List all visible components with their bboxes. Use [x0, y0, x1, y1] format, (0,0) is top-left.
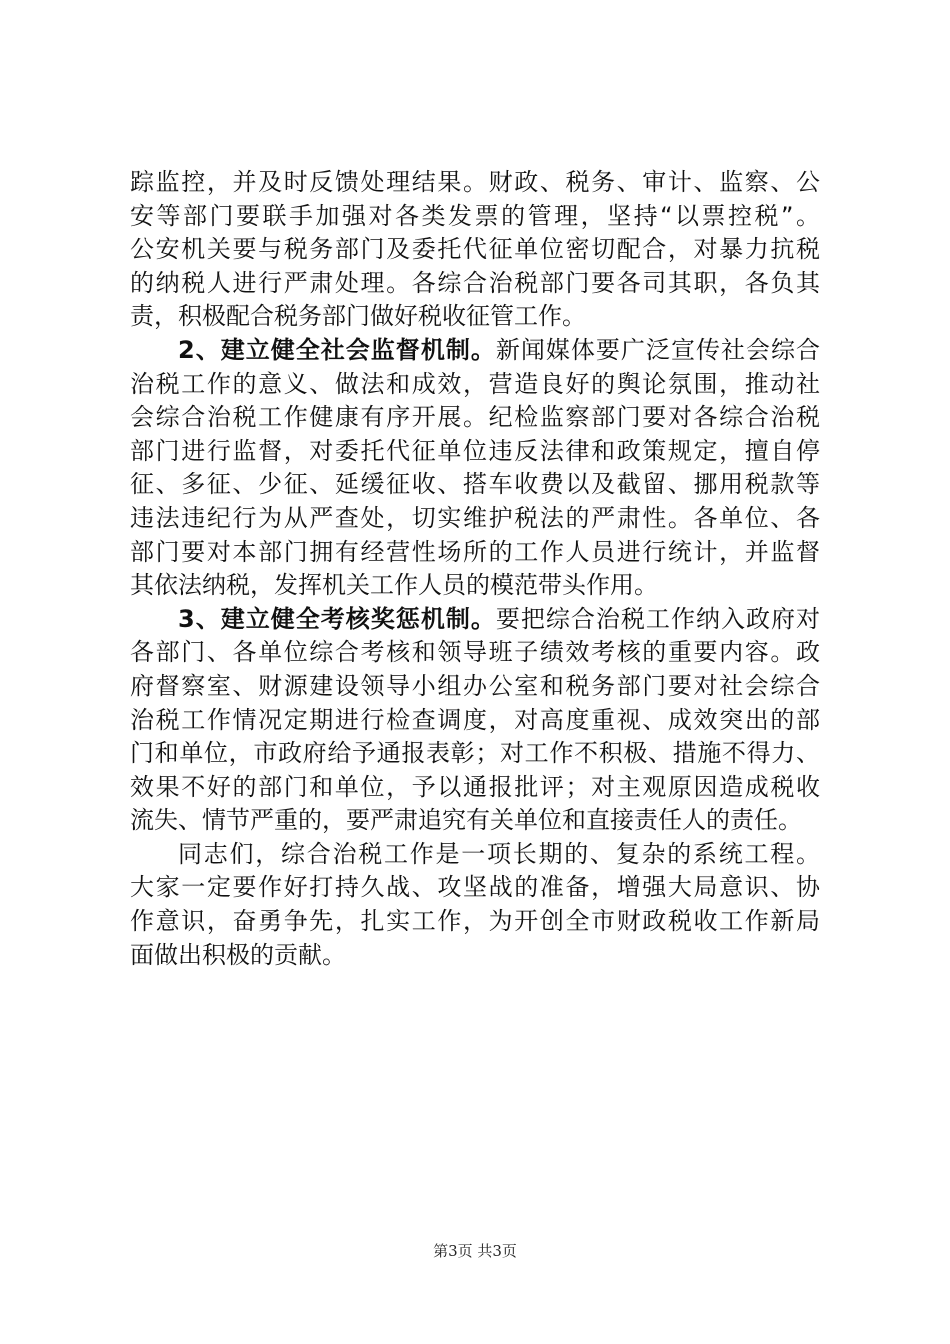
- text-line: 面做出积极的贡献。: [130, 940, 346, 969]
- text-line: 的纳税人进行严肃处理。各综合治税部门要各司其职，各负其: [130, 268, 820, 297]
- text-line: 安等部门要联手加强对各类发票的管理，坚持“以票控税”。: [130, 201, 820, 230]
- text-line: 门和单位，市政府给予通报表彰；对工作不积极、措施不得力、: [130, 739, 820, 768]
- text-line: 违法违纪行为从严查处，切实维护税法的严肃性。各单位、各: [130, 503, 820, 532]
- page-number-footer: 第3页 共3页: [433, 1242, 517, 1260]
- section-text: 要把综合治税工作纳入政府对: [495, 604, 821, 633]
- text-line: 公安机关要与税务部门及委托代征单位密切配合，对暴力抗税: [130, 235, 820, 264]
- text-line: 各部门、各单位综合考核和领导班子绩效考核的重要内容。政: [130, 638, 820, 667]
- text-line: 作意识，奋勇争先，扎实工作，为开创全市财政税收工作新局: [130, 907, 820, 936]
- text-line: 责，积极配合税务部门做好税收征管工作。: [130, 302, 586, 331]
- section-heading: 3、建立健全考核奖惩机制。: [178, 604, 496, 633]
- text-line: 府督察室、财源建设领导小组办公室和税务部门要对社会综合: [130, 671, 820, 700]
- section-first-line: [130, 603, 820, 637]
- section-text: 新闻媒体要广泛宣传社会综合: [495, 335, 821, 364]
- text-line: 其依法纳税，发挥机关工作人员的模范带头作用。: [130, 571, 658, 600]
- text-line: 部门要对本部门拥有经营性场所的工作人员进行统计，并监督: [130, 537, 820, 566]
- text-line: 流失、情节严重的，要严肃追究有关单位和直接责任人的责任。: [130, 806, 802, 835]
- section-heading: 2、建立健全社会监督机制。: [178, 335, 496, 364]
- text-line: 治税工作情况定期进行检查调度，对高度重视、成效突出的部: [130, 705, 820, 734]
- text-line: 治税工作的意义、做法和成效，营造良好的舆论氛围，推动社: [130, 369, 820, 398]
- text-line: 会综合治税工作健康有序开展。纪检监察部门要对各综合治税: [130, 403, 820, 432]
- text-line: 踪监控，并及时反馈处理结果。财政、税务、审计、监察、公: [130, 168, 820, 196]
- text-line: 征、多征、少征、延缓征收、搭车收费以及截留、挪用税款等: [130, 470, 820, 499]
- document-body: [130, 166, 820, 972]
- text-line: 部门进行监督，对委托代征单位违反法律和政策规定，擅自停: [130, 436, 820, 465]
- text-line: 效果不好的部门和单位，予以通报批评；对主观原因造成税收: [130, 772, 820, 801]
- text-line: 同志们，综合治税工作是一项长期的、复杂的系统工程。: [178, 839, 820, 868]
- text-line: 大家一定要作好打持久战、攻坚战的准备，增强大局意识、协: [130, 873, 820, 902]
- section-first-line: [130, 334, 820, 368]
